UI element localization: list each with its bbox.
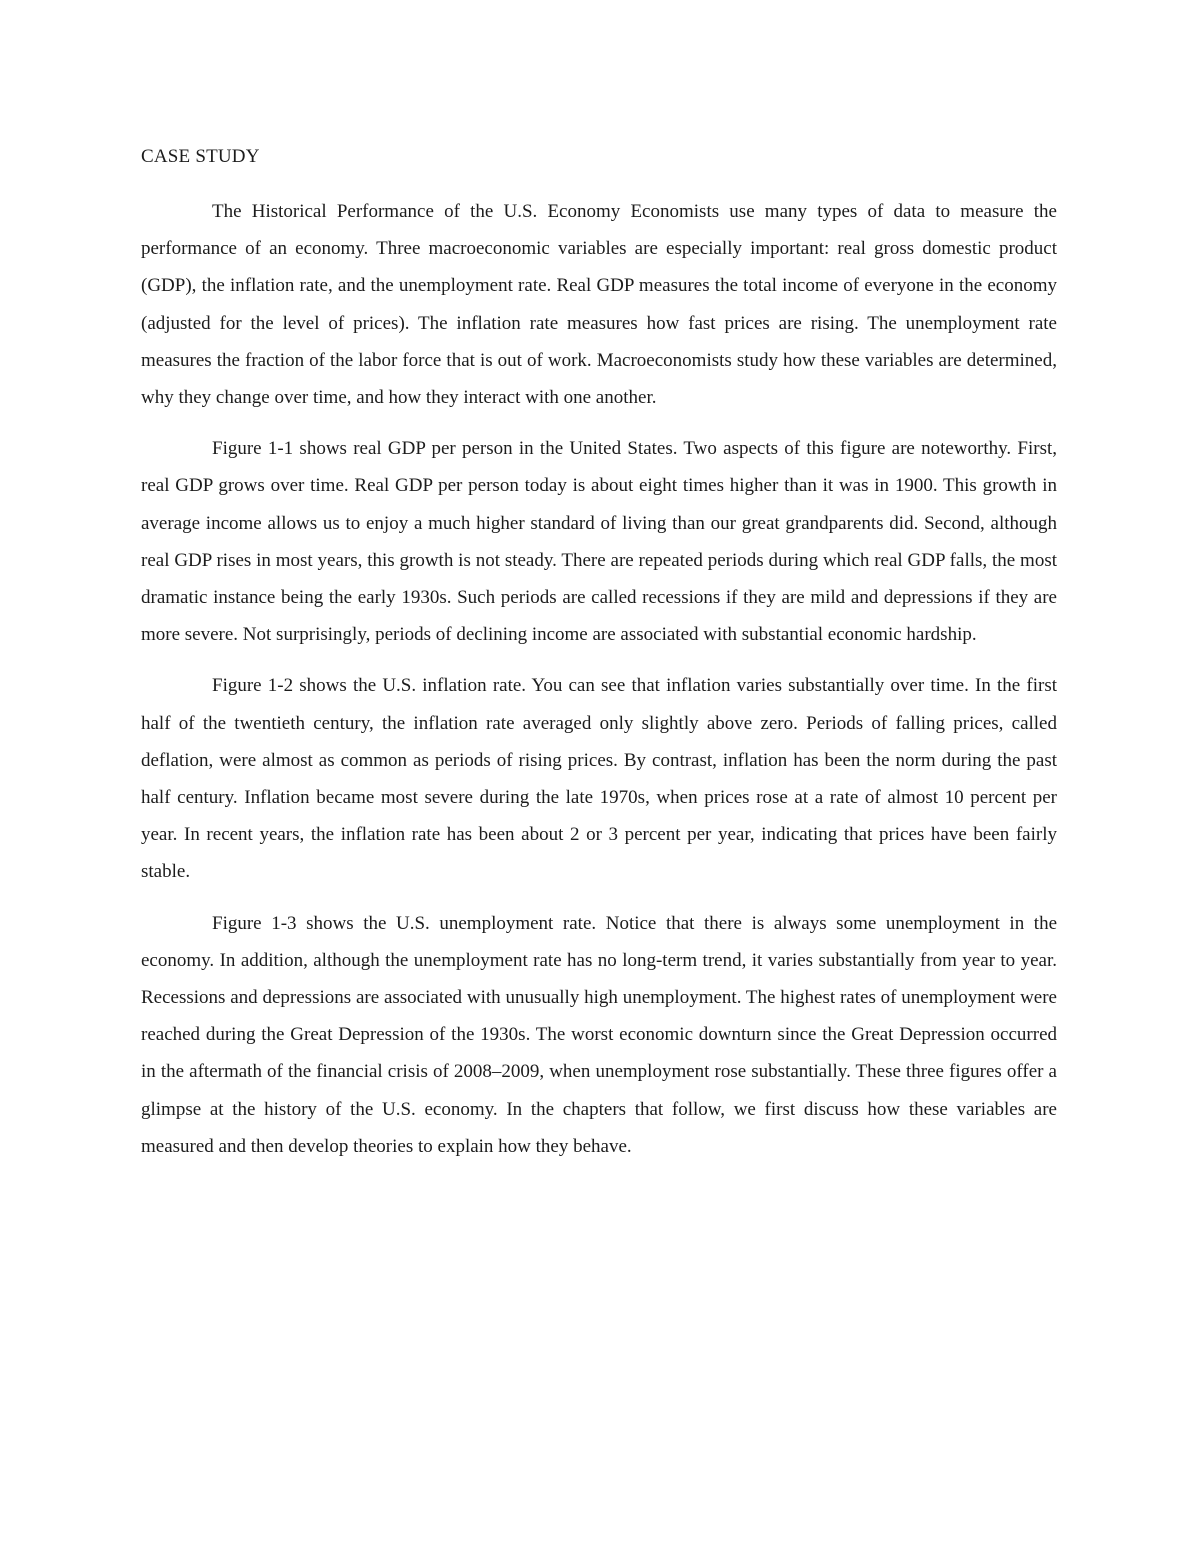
paragraph-economy-overview: The Historical Performance of the U.S. Economy Economists use many types of data to measure the performance of an economy. Three macroeconomic variables are especially important: real gross domestic product (GDP), the inflation rate, and the unemployment rate. Real GDP measures the total income of everyone in the economy (adjusted for the level of prices). The inflation rate measures how fast prices are rising. The unemployment rate measures the fraction of the labor force that is out of work. Macroeconomists study how these variables are determined, why they change over time, and how they interact with one another. [141, 201, 1057, 409]
paragraph-real-gdp: Figure 1-1 shows real GDP per person in the United States. Two aspects of this figure are noteworthy. First, real GDP grows over time. Real GDP per person today is about eight times higher than it was in 1900. This growth in average income allows us to enjoy a much higher standard of living than our great grandparents did. Second, although real GDP rises in most years, this growth is not steady. There are repeated periods during which real GDP falls, the most dramatic instance being the early 1930s. Such periods are called recessions if they are mild and depressions if they are more severe. Not surprisingly, periods of declining income are associated with substantial economic hardship. [141, 438, 1057, 646]
paragraph-inflation: Figure 1-2 shows the U.S. inflation rate. You can see that inflation varies substantially over time. In the first half of the twentieth century, the inflation rate averaged only slightly above zero. Periods of falling prices, called deflation, were almost as common as periods of rising prices. By contrast, inflation has been the norm during the past half century. Inflation became most severe during the late 1970s, when prices rose at a rate of almost 10 percent per year. In recent years, the inflation rate has been about 2 or 3 percent per year, indicating that prices have been fairly stable. [141, 675, 1057, 883]
case-study-heading: CASE STUDY [141, 146, 260, 167]
paragraph-unemployment: Figure 1-3 shows the U.S. unemployment rate. Notice that there is always some unemployment in the economy. In addition, although the unemployment rate has no long-term trend, it varies substantially from year to year. Recessions and depressions are associated with unusually high unemployment. The highest rates of unemployment were reached during the Great Depression of the 1930s. The worst economic downturn since the Great Depression occurred in the aftermath of the financial crisis of 2008–2009, when unemployment rose substantially. These three figures offer a glimpse at the history of the U.S. economy. In the chapters that follow, we first discuss how these variables are measured and then develop theories to explain how they behave. [141, 912, 1057, 1157]
document-body [141, 138, 1057, 1179]
